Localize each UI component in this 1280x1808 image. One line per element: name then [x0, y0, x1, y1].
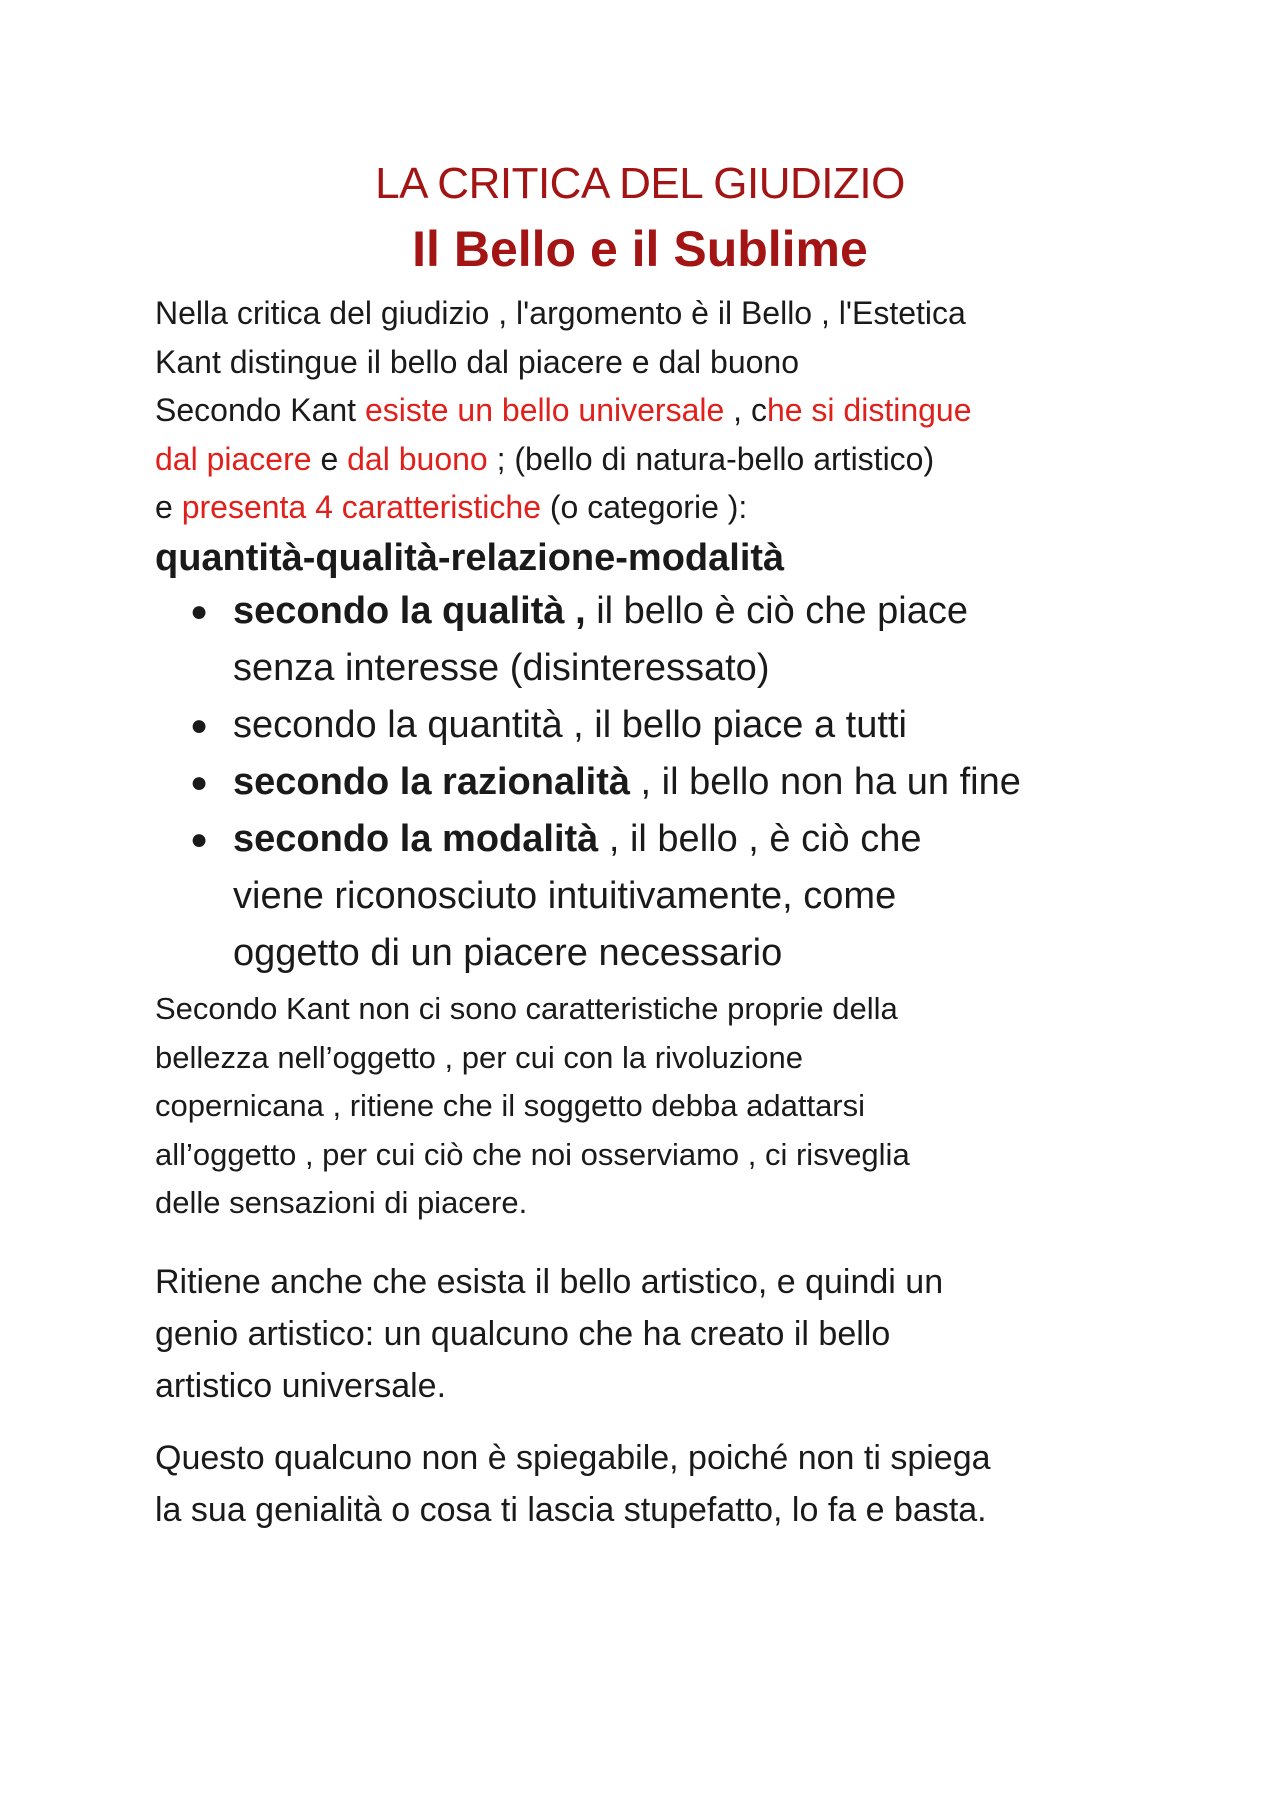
- intro-line: [155, 289, 1155, 338]
- intro-line: [155, 338, 1155, 387]
- bold-text: secondo la modalità: [233, 818, 599, 860]
- text-span: , il bello , è ciò che: [598, 818, 922, 860]
- paragraph-line: delle sensazioni di piacere.: [155, 1185, 528, 1220]
- bullet-icon: ●: [190, 766, 209, 799]
- text-span: il bello è ciò che piace: [585, 590, 968, 632]
- list-item: [190, 697, 1190, 754]
- intro-line: [155, 435, 1155, 484]
- list-item-line: secondo la quantità , il bello piace a tutti: [233, 704, 907, 746]
- list-item-line: senza interesse (disinteressato): [233, 647, 770, 689]
- text-span: Kant distingue il bello dal piacere e dal buono: [155, 343, 800, 380]
- bullet-icon: ●: [190, 823, 209, 856]
- intro-line: [155, 483, 1155, 532]
- text-span: Secondo Kant: [155, 392, 365, 428]
- text-span: e: [311, 440, 348, 477]
- paragraph-line: all’oggetto , per cui ciò che noi osserviamo , ci risveglia: [155, 1136, 910, 1172]
- bold-text: secondo la razionalità: [233, 761, 630, 803]
- bold-text: secondo la qualità ,: [233, 590, 586, 632]
- paragraph-unexplainable: [155, 1432, 1155, 1536]
- paragraph-line: Ritiene anche che esista il bello artistico, e quindi un: [155, 1263, 944, 1301]
- highlight-text: dal buono: [347, 440, 488, 477]
- list-item: [190, 754, 1190, 811]
- paragraph-line: Questo qualcuno non è spiegabile, poiché non ti spiega: [155, 1439, 991, 1477]
- list-item-line: [233, 583, 1190, 640]
- list-item-line: oggetto di un piacere necessario: [233, 932, 783, 974]
- bullet-icon: ●: [190, 595, 209, 628]
- paragraph-line: artistico universale.: [155, 1367, 447, 1405]
- list-item: [190, 811, 1190, 982]
- highlight-text: esiste un bello universale: [364, 392, 725, 428]
- intro-paragraph: [155, 289, 1155, 532]
- paragraph-line: bellezza nell’oggetto , per cui con la rivoluzione: [155, 1039, 803, 1075]
- bullet-icon: ●: [190, 709, 209, 742]
- paragraph-line: copernicana , ritiene che il soggetto debba adattarsi: [155, 1088, 866, 1123]
- categories-heading: quantità-qualità-relazione-modalità: [155, 537, 785, 579]
- text-span: , il bello non ha un fine: [630, 761, 1021, 803]
- paragraph-line: genio artistico: un qualcuno che ha creato il bello: [155, 1315, 891, 1353]
- highlight-text: dal piacere: [155, 440, 312, 477]
- list-item-line: [233, 811, 1190, 868]
- highlight-text: presenta 4 caratteristiche: [181, 489, 541, 525]
- document-subtitle: Il Bello e il Sublime: [412, 221, 868, 277]
- text-span: Nella critica del giudizio , l'argomento è il Bello , l'Estetica: [155, 295, 966, 331]
- text-span: ; (bello di natura-bello artistico): [487, 440, 935, 477]
- list-item-line: [233, 754, 1190, 811]
- highlight-text: he si distingue: [766, 392, 972, 428]
- text-span: (o categorie ):: [540, 489, 748, 525]
- paragraph-artistic-genius: [155, 1256, 1155, 1412]
- text-span: e: [155, 489, 182, 525]
- paragraph-line: la sua genialità o cosa ti lascia stupefatto, lo fa e basta.: [155, 1491, 987, 1529]
- intro-line: [155, 386, 1155, 435]
- paragraph-line: Secondo Kant non ci sono caratteristiche proprie della: [155, 991, 898, 1026]
- bullet-list: [190, 583, 1190, 982]
- text-span: , c: [724, 392, 767, 428]
- list-item-line: viene riconosciuto intuitivamente, come: [233, 875, 897, 917]
- list-item: [190, 583, 1190, 697]
- document-title: LA CRITICA DEL GIUDIZIO: [375, 159, 905, 208]
- paragraph-kant-object: [155, 985, 1155, 1228]
